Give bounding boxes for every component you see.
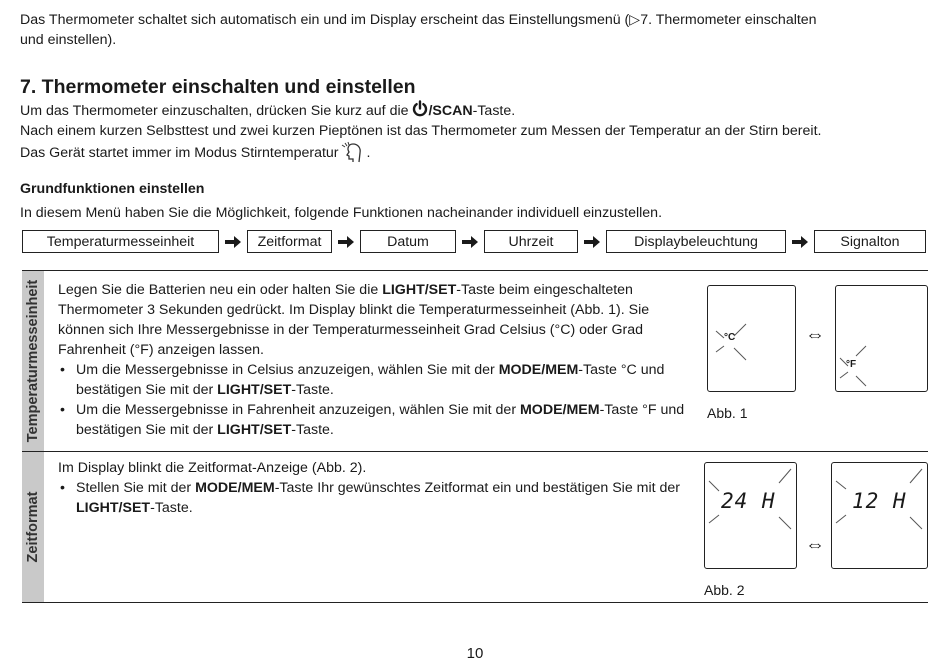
flow-arrow-icon [578, 230, 606, 254]
blink-rays-icon [832, 463, 929, 570]
flow-step-timeformat: Zeitformat [247, 230, 332, 253]
flow-arrow-icon [332, 230, 360, 254]
blink-rays-icon [705, 463, 798, 570]
power-on-suffix: -Taste. [472, 103, 516, 119]
scan-key-label: /SCAN [428, 103, 473, 119]
page-number: 10 [466, 645, 484, 662]
flow-step-backlight: Displaybeleuchtung [606, 230, 786, 253]
flow-arrow-icon [786, 230, 814, 254]
flow-step-time: Uhrzeit [484, 230, 578, 253]
lcd-24h-readout: 24 H [721, 489, 776, 513]
flow-step-date: Datum [360, 230, 456, 253]
power-scan-key [412, 103, 472, 119]
table-bottom-rule [22, 602, 928, 603]
flow-step-beep: Signalton [814, 230, 926, 253]
table-top-rule [22, 270, 928, 271]
lcd-unit-fahrenheit: °F [846, 359, 857, 370]
lcd-display-fahrenheit [835, 285, 928, 392]
section-title: 7. Thermometer einschalten und einstellen [20, 76, 416, 98]
lcd-display-24h [704, 462, 797, 569]
blink-rays-icon [708, 286, 797, 393]
row-label-unit: Temperaturmesseinheit [22, 271, 44, 451]
start-mode-text: Das Gerät startet immer im Modus Stirntemperatur [20, 145, 339, 161]
power-on-text: Um das Thermometer einzuschalten, drücken Sie kurz auf die [20, 103, 413, 119]
intro-line-1: Das Thermometer schaltet sich automatisch ein und im Display erscheint das Einstellungsmenü (▷7. Thermometer einschalten [20, 12, 817, 28]
blink-rays-icon [836, 286, 929, 393]
flow-arrow-icon [456, 230, 484, 254]
lcd-12h-readout: 12 H [852, 489, 907, 513]
timeformat-row-text: Im Display blinkt die Zeitformat-Anzeige (Abb. 2). • Stellen Sie mit der MODE/MEM-Taste Ihr gewünschtes Zeitformat ein und bestätigen Sie mit der LIGHT/SET-Taste. [58, 458, 690, 518]
list-item: • Um die Messergebnisse in Celsius anzuzeigen, wählen Sie mit der MODE/MEM-Taste °C und bestätigen Sie mit der LIGHT/SET-Taste. [58, 360, 690, 400]
lcd-display-celsius [707, 285, 796, 392]
list-item: • Um die Messergebnisse in Fahrenheit anzuzeigen, wählen Sie mit der MODE/MEM-Taste °F und bestätigen Sie mit der LIGHT/SET-Taste. [58, 400, 690, 440]
figure-caption-2: Abb. 2 [704, 582, 745, 598]
swap-icon: ⇔ [805, 324, 825, 346]
power-on-paragraph: Um das Thermometer einzuschalten, drücken Sie kurz auf die /SCAN-Taste. Nach einem kurzen Selbsttest und zwei kurzen Pieptönen ist das Thermometer zum Messen der Temperatur an der Stirn bereit. Das Gerät startet immer im Modus Stirntemperatur . [20, 100, 940, 163]
power-icon [412, 100, 428, 117]
basic-functions-text: In diesem Menü haben Sie die Möglichkeit, folgende Funktionen nacheinander individuell einzustellen. [20, 205, 663, 221]
intro-paragraph [20, 10, 935, 50]
settings-flow [22, 229, 926, 254]
swap-icon: ⇔ [805, 534, 825, 556]
forehead-mode-icon [339, 141, 367, 163]
basic-functions-heading: Grundfunktionen einstellen [20, 181, 205, 197]
unit-row-text: Legen Sie die Batterien neu ein oder halten Sie die LIGHT/SET-Taste beim eingeschalteten Thermometer 3 Sekunden gedrückt. Im Display blinkt die Temperaturmesseinheit (Abb. 1). Sie können sich Ihre Messergebnisse in der Temperaturmesseinheit Grad Celsius (°C) oder Grad Fahrenheit (°F) anzeigen lassen. • Um die Messergebnisse in Celsius anzuzeigen, wählen Sie mit der MODE/MEM-Taste °C und bestätigen Sie mit der LIGHT/SET-Taste. • Um die Messergebnisse in Fahrenheit anzuzeigen, wählen Sie mit der MODE/MEM-Taste °F und bestätigen Sie mit der LIGHT/SET-Taste. [58, 280, 690, 440]
selftest-text: Nach einem kurzen Selbsttest und zwei kurzen Pieptönen ist das Thermometer zum Messen der Temperatur an der Stirn bereit. [20, 123, 822, 139]
figure-caption-1: Abb. 1 [707, 405, 748, 421]
flow-step-unit: Temperaturmesseinheit [22, 230, 219, 253]
lcd-unit-celsius: °C [724, 332, 736, 343]
list-item: • Stellen Sie mit der MODE/MEM-Taste Ihr gewünschtes Zeitformat ein und bestätigen Sie mit der LIGHT/SET-Taste. [58, 478, 690, 518]
lcd-display-12h [831, 462, 928, 569]
intro-line-2: und einstellen). [20, 32, 117, 48]
row-separator [22, 451, 928, 452]
row-label-timeformat: Zeitformat [22, 452, 44, 602]
flow-arrow-icon [219, 230, 247, 254]
